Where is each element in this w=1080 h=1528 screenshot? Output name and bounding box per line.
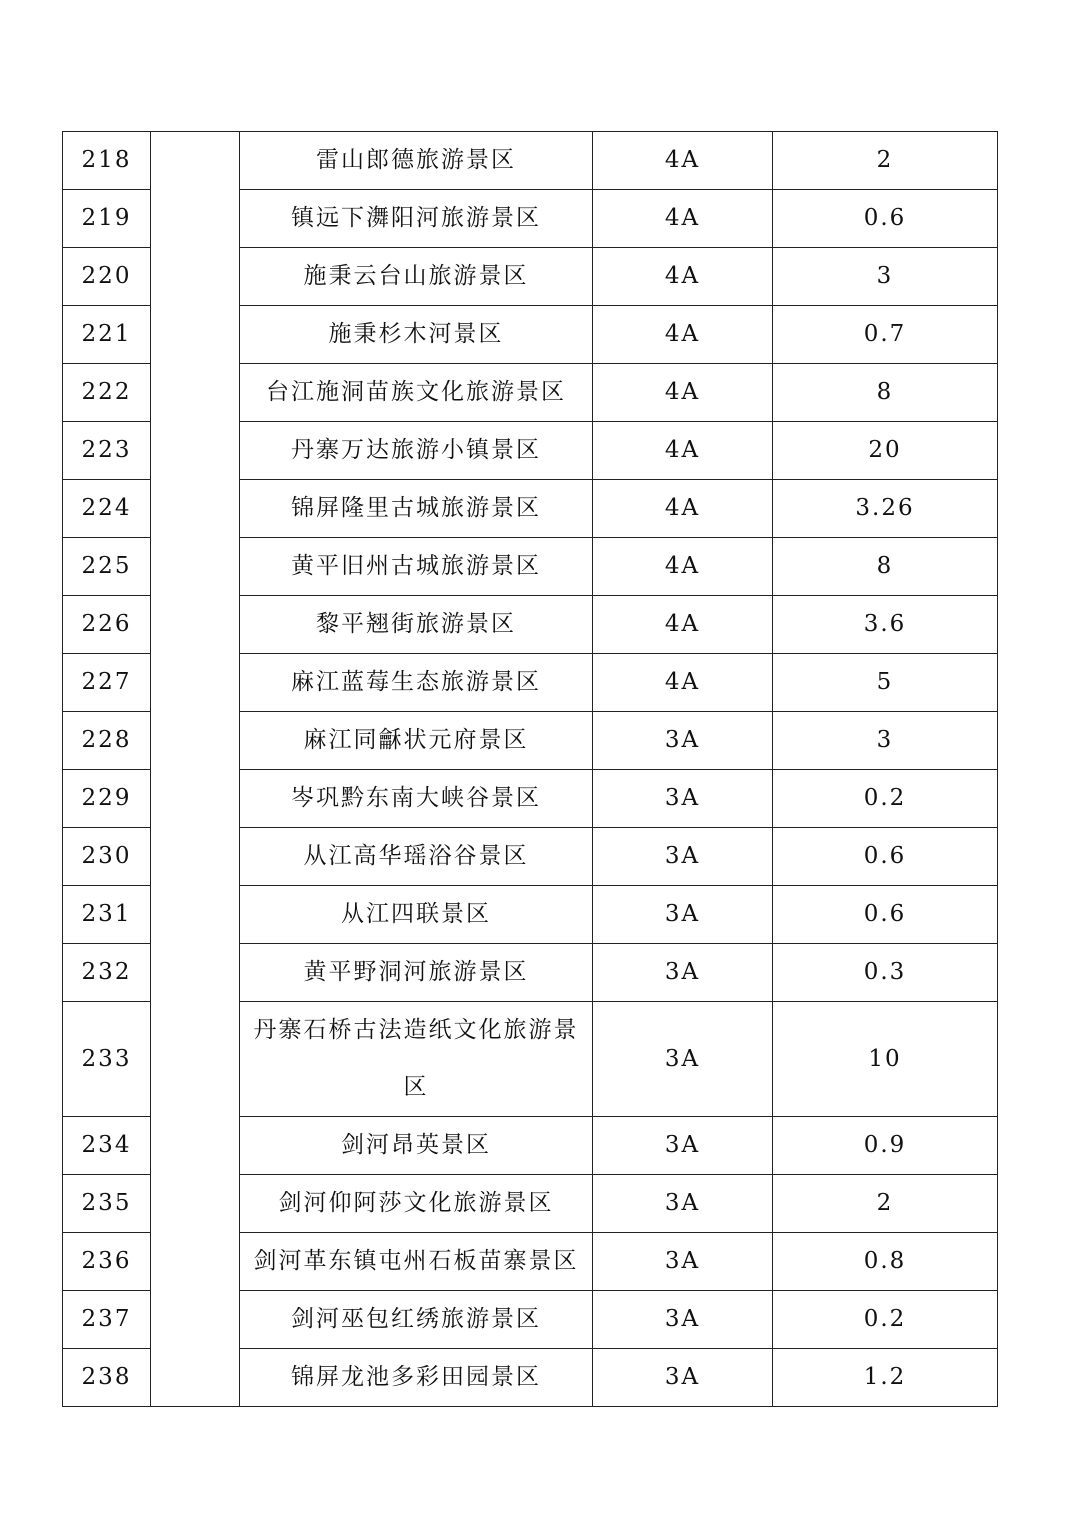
scenic-area-name: 从江高华瑶浴谷景区: [240, 828, 593, 886]
scenic-area-size: 0.6: [773, 886, 998, 944]
scenic-area-grade: 3A: [593, 1349, 773, 1407]
scenic-area-size: 5: [773, 654, 998, 712]
scenic-area-grade: 4A: [593, 654, 773, 712]
scenic-area-grade: 4A: [593, 248, 773, 306]
scenic-area-size: 0.6: [773, 190, 998, 248]
scenic-area-size: 3: [773, 248, 998, 306]
row-number: 223: [63, 422, 151, 480]
scenic-area-grade: 4A: [593, 538, 773, 596]
scenic-area-size: 0.3: [773, 944, 998, 1002]
row-number: 225: [63, 538, 151, 596]
row-number: 224: [63, 480, 151, 538]
scenic-area-size: 0.7: [773, 306, 998, 364]
row-number: 228: [63, 712, 151, 770]
scenic-area-grade: 3A: [593, 1117, 773, 1175]
scenic-area-size: 10: [773, 1002, 998, 1117]
scenic-area-name: 黎平翘街旅游景区: [240, 596, 593, 654]
scenic-area-name: 锦屏隆里古城旅游景区: [240, 480, 593, 538]
scenic-area-name: 剑河仰阿莎文化旅游景区: [240, 1175, 593, 1233]
scenic-area-name: 麻江蓝莓生态旅游景区: [240, 654, 593, 712]
scenic-area-size: 0.6: [773, 828, 998, 886]
scenic-area-size: 0.9: [773, 1117, 998, 1175]
row-number: 236: [63, 1233, 151, 1291]
scenic-area-name: 从江四联景区: [240, 886, 593, 944]
scenic-area-grade: 3A: [593, 712, 773, 770]
scenic-area-size: 8: [773, 364, 998, 422]
scenic-area-name: 台江施洞苗族文化旅游景区: [240, 364, 593, 422]
scenic-area-name: 剑河革东镇屯州石板苗寨景区: [240, 1233, 593, 1291]
scenic-area-name: 丹寨万达旅游小镇景区: [240, 422, 593, 480]
row-number: 234: [63, 1117, 151, 1175]
scenic-area-grade: 3A: [593, 1002, 773, 1117]
scenic-area-grade: 3A: [593, 1175, 773, 1233]
table-body: [63, 132, 998, 1407]
row-number: 220: [63, 248, 151, 306]
scenic-area-grade: 4A: [593, 132, 773, 190]
row-number: 230: [63, 828, 151, 886]
row-number: 226: [63, 596, 151, 654]
scenic-area-size: 3: [773, 712, 998, 770]
scenic-area-grade: 4A: [593, 596, 773, 654]
scenic-area-grade: 3A: [593, 944, 773, 1002]
scenic-area-size: 2: [773, 1175, 998, 1233]
scenic-area-size: 0.2: [773, 1291, 998, 1349]
row-number: 237: [63, 1291, 151, 1349]
scenic-area-table: [62, 131, 998, 1407]
scenic-area-size: 3.6: [773, 596, 998, 654]
row-number: 229: [63, 770, 151, 828]
table-row: [63, 132, 998, 190]
region-merged-cell: [151, 132, 240, 1407]
scenic-area-grade: 3A: [593, 886, 773, 944]
scenic-area-name: 黄平野洞河旅游景区: [240, 944, 593, 1002]
scenic-area-name: 镇远下㵲阳河旅游景区: [240, 190, 593, 248]
scenic-area-grade: 4A: [593, 480, 773, 538]
row-number: 219: [63, 190, 151, 248]
scenic-area-name: 岑巩黔东南大峡谷景区: [240, 770, 593, 828]
scenic-area-grade: 3A: [593, 828, 773, 886]
row-number: 238: [63, 1349, 151, 1407]
scenic-area-name: 锦屏龙池多彩田园景区: [240, 1349, 593, 1407]
scenic-area-grade: 4A: [593, 422, 773, 480]
row-number: 227: [63, 654, 151, 712]
scenic-area-size: 8: [773, 538, 998, 596]
scenic-area-name: 剑河昂英景区: [240, 1117, 593, 1175]
scenic-area-size: 0.8: [773, 1233, 998, 1291]
scenic-area-name: 剑河巫包红绣旅游景区: [240, 1291, 593, 1349]
row-number: 222: [63, 364, 151, 422]
row-number: 221: [63, 306, 151, 364]
scenic-area-name: 黄平旧州古城旅游景区: [240, 538, 593, 596]
scenic-area-size: 20: [773, 422, 998, 480]
scenic-area-name: 麻江同龢状元府景区: [240, 712, 593, 770]
row-number: 235: [63, 1175, 151, 1233]
scenic-area-grade: 4A: [593, 306, 773, 364]
scenic-area-name: 丹寨石桥古法造纸文化旅游景区: [240, 1002, 593, 1117]
scenic-area-name: 施秉云台山旅游景区: [240, 248, 593, 306]
scenic-area-grade: 3A: [593, 1291, 773, 1349]
scenic-area-grade: 4A: [593, 364, 773, 422]
row-number: 231: [63, 886, 151, 944]
scenic-area-name: 雷山郎德旅游景区: [240, 132, 593, 190]
row-number: 233: [63, 1002, 151, 1117]
scenic-area-size: 1.2: [773, 1349, 998, 1407]
scenic-area-size: 2: [773, 132, 998, 190]
scenic-area-size: 3.26: [773, 480, 998, 538]
scenic-area-name: 施秉杉木河景区: [240, 306, 593, 364]
scenic-area-grade: 3A: [593, 1233, 773, 1291]
row-number: 218: [63, 132, 151, 190]
scenic-area-size: 0.2: [773, 770, 998, 828]
scenic-area-grade: 4A: [593, 190, 773, 248]
row-number: 232: [63, 944, 151, 1002]
scenic-area-grade: 3A: [593, 770, 773, 828]
